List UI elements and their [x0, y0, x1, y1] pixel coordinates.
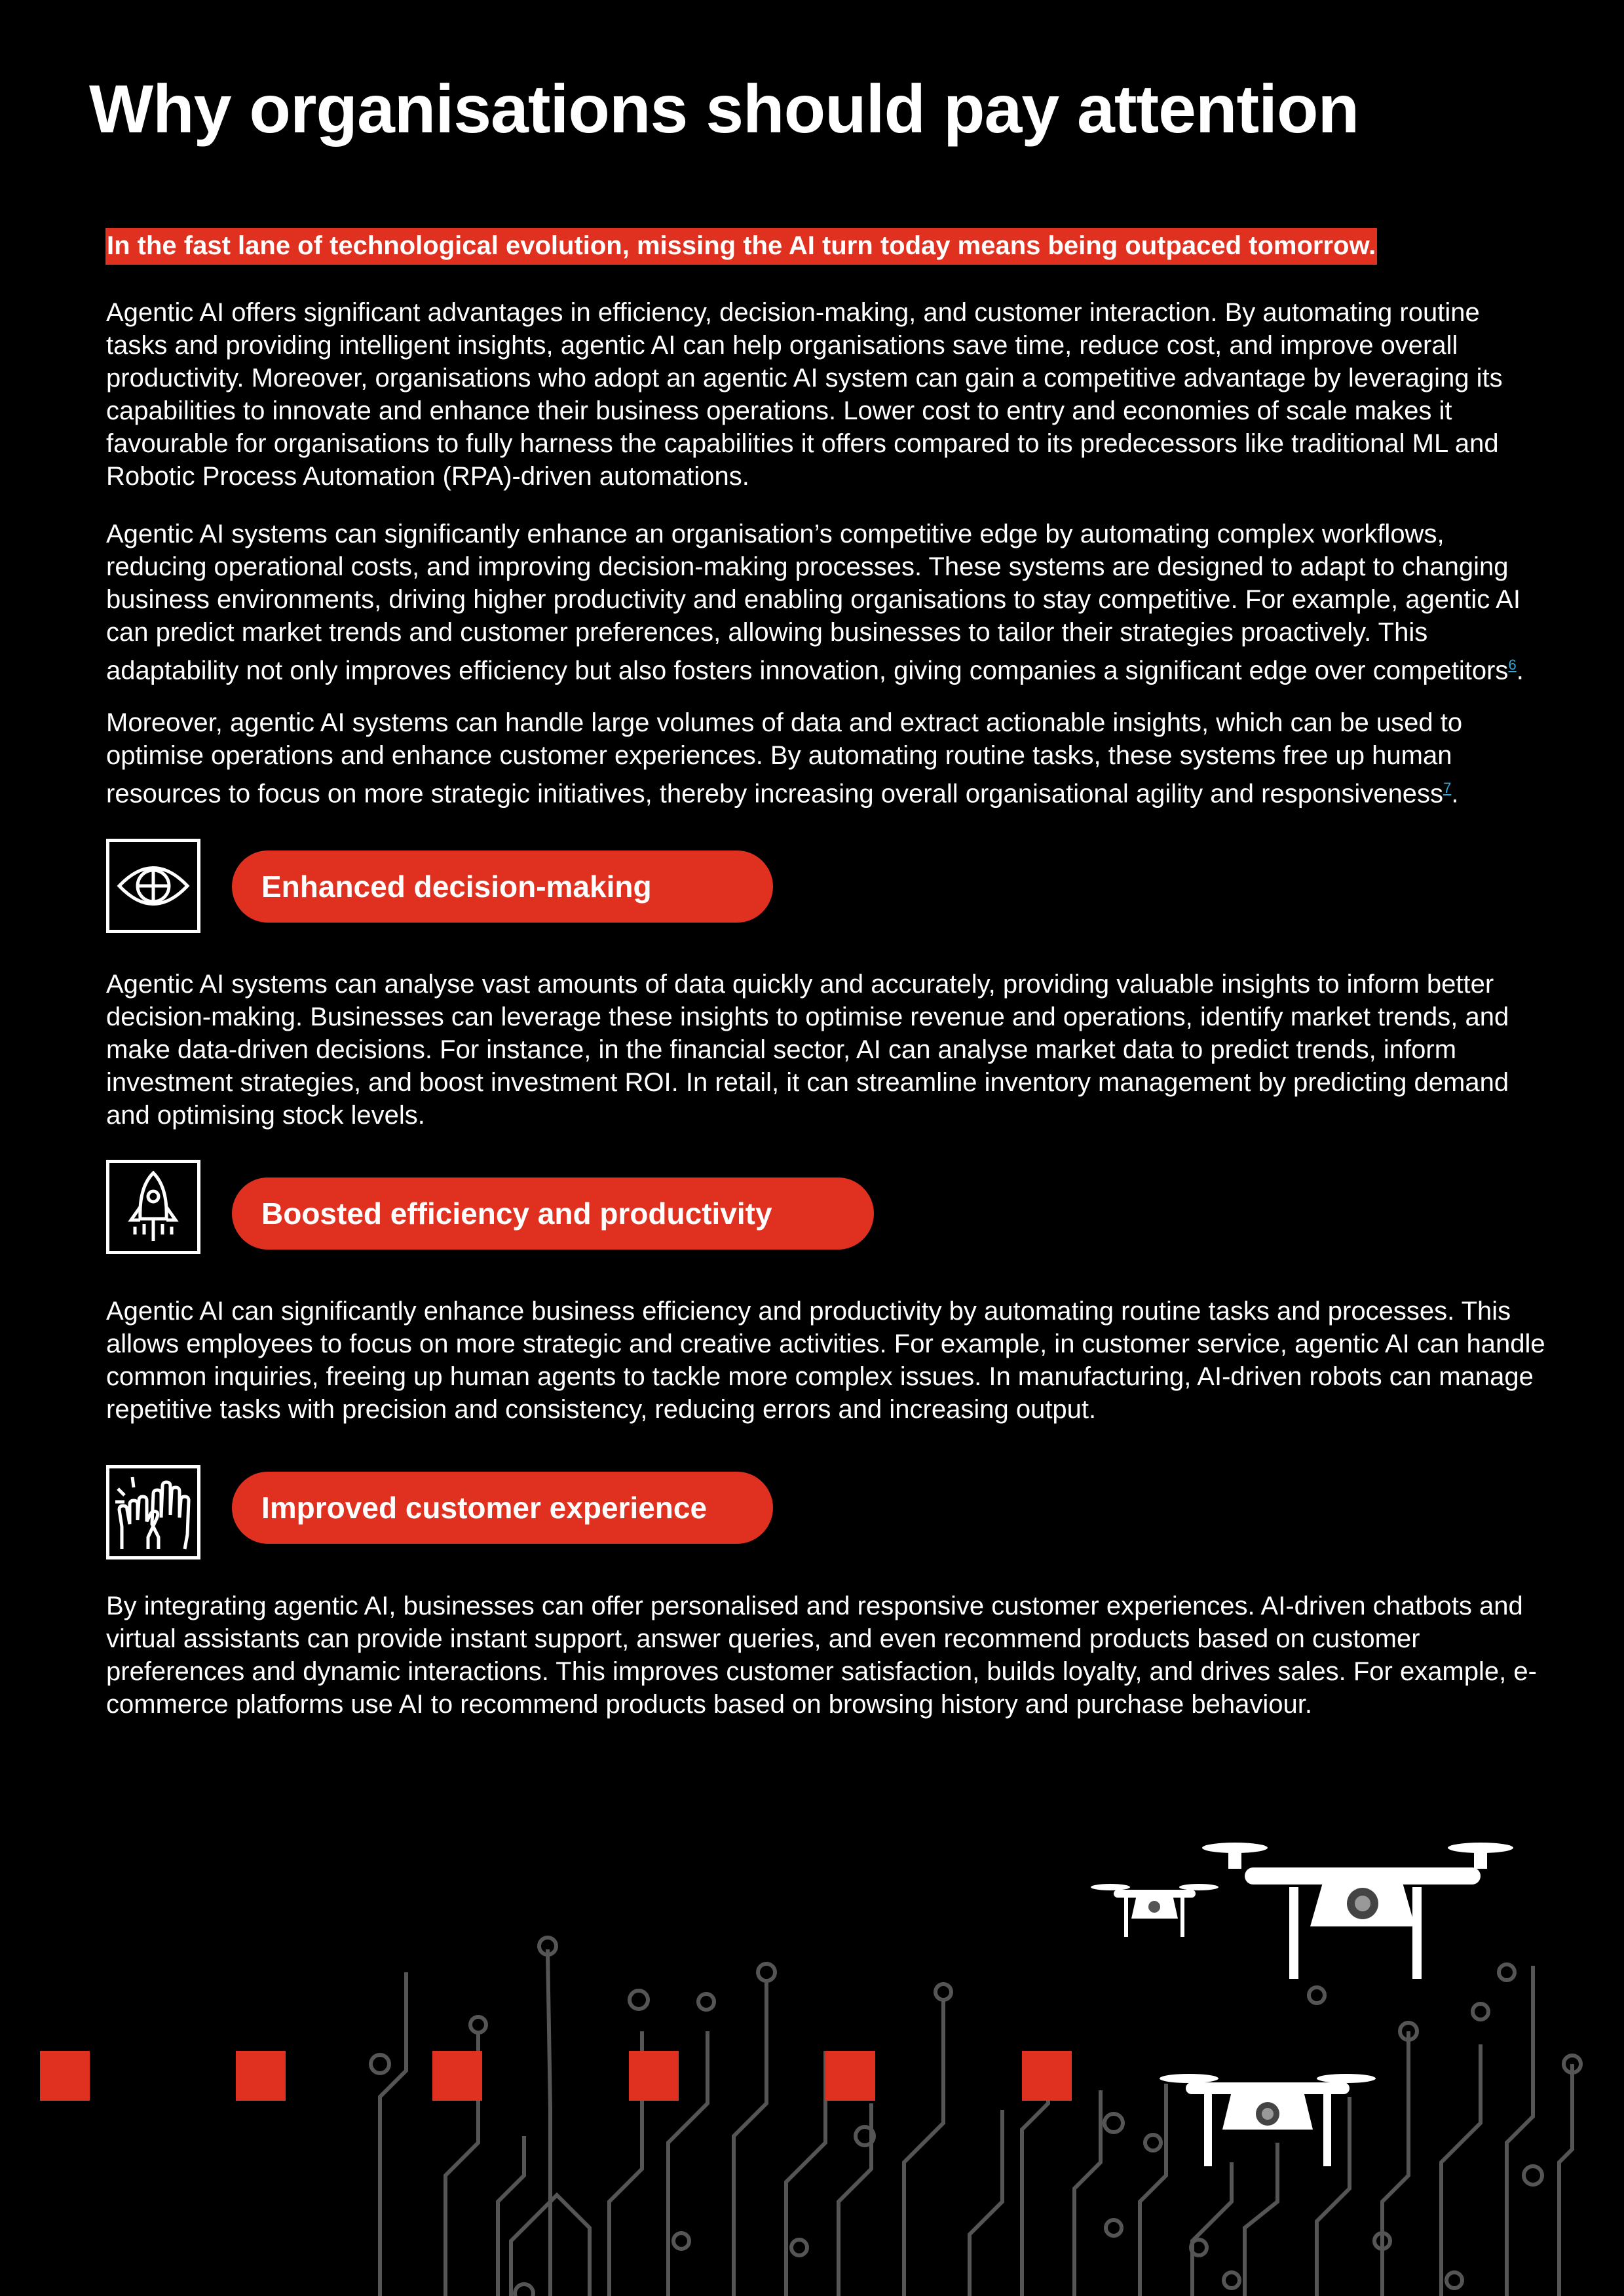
- section-heading-decision: Enhanced decision-making: [232, 851, 773, 923]
- drone-large: [1202, 1843, 1513, 1979]
- drones-circuit-illustration: [0, 1835, 1624, 2296]
- circuit-traces: [371, 1938, 1581, 2296]
- intro-paragraph-2-text: Agentic AI systems can significantly enhance an organisation’s competitive edge by automating complex workflows, reducing operational costs, and improving decision-making processes. These systems are designed to adapt to changing business environments, driving higher productivity and enabling organisations to stay competitive. For example, agentic AI can predict market trends and customer preferences, allowing businesses to tailor their strategies proactively. This adaptability not only improves efficiency but also fosters innovation, giving companies a significant edge over competitors: [106, 520, 1520, 685]
- intro-paragraph-3-end: .: [1451, 779, 1459, 809]
- highlight-banner: In the fast lane of technological evolution, missing the AI turn today means being outpaced tomorrow.: [105, 228, 1377, 265]
- footnote-link-6[interactable]: 6: [1508, 657, 1517, 673]
- section-body-customer: By integrating agentic AI, businesses can offer personalised and responsive customer experiences. AI-driven chatbots and virtual assistants can provide instant support, answer queries, and even recommend products based on customer preferences and dynamic interactions. This improves customer satisfaction, builds loyalty, and drives sales. For example, e-commerce platforms use AI to recommend products based on browsing history and purchase behaviour.: [106, 1592, 1537, 1719]
- intro-paragraph-2-end: .: [1516, 656, 1524, 685]
- section-heading-efficiency: Boosted efficiency and productivity: [232, 1177, 874, 1250]
- section-heading-customer: Improved customer experience: [232, 1472, 773, 1544]
- intro-paragraph-2: [106, 518, 1547, 687]
- intro-paragraph-1: [106, 296, 1547, 493]
- section-body-efficiency: Agentic AI can significantly enhance business efficiency and productivity by automating routine tasks and processes. This allows employees to focus on more strategic and creative activities. For example, in customer service, agentic AI can handle common inquiries, freeing up human agents to tackle more complex issues. In manufacturing, AI-driven robots can manage repetitive tasks with precision and consistency, reducing errors and increasing output.: [106, 1297, 1545, 1424]
- drone-medium: [1160, 2074, 1376, 2166]
- drone-small: [1091, 1884, 1218, 1937]
- section-body-decision: Agentic AI systems can analyse vast amounts of data quickly and accurately, providing valuable insights to inform better decision-making. Businesses can leverage these insights to optimise revenue and operations, identify market trends, and make data-driven decisions. For instance, in the financial sector, AI can analyse market data to predict trends, inform investment strategies, and boost investment ROI. In retail, it can streamline inventory management by predicting demand and optimising stock levels.: [106, 970, 1509, 1130]
- intro-paragraph-3-text: Moreover, agentic AI systems can handle large volumes of data and extract actionable insights, which can be used to optimise operations and enhance customer experiences. By automating routine tasks, these systems free up human resources to focus on more strategic initiatives, thereby increasing overall organisational agility and responsiveness: [106, 708, 1463, 809]
- raised-hands-icon: [106, 1465, 200, 1559]
- page-title: Why organisations should pay attention: [89, 71, 1359, 147]
- red-squares: [40, 2051, 1072, 2101]
- rocket-icon: [106, 1160, 200, 1254]
- footnote-link-7[interactable]: 7: [1443, 780, 1452, 796]
- intro-paragraph-1-text: Agentic AI offers significant advantages in efficiency, decision-making, and customer interaction. By automating routine tasks and providing intelligent insights, agentic AI can help organisations save time, reduce cost, and improve overall productivity. Moreover, organisations who adopt an agentic AI system can gain a competitive advantage by leveraging its capabilities to innovate and enhance their business operations. Lower cost to entry and economies of scale makes it favourable for organisations to fully harness the capabilities it offers compared to its predecessors like traditional ML and Robotic Process Automation (RPA)-driven automations.: [106, 298, 1503, 491]
- intro-paragraph-3: [106, 706, 1547, 810]
- eye-icon: [106, 839, 200, 933]
